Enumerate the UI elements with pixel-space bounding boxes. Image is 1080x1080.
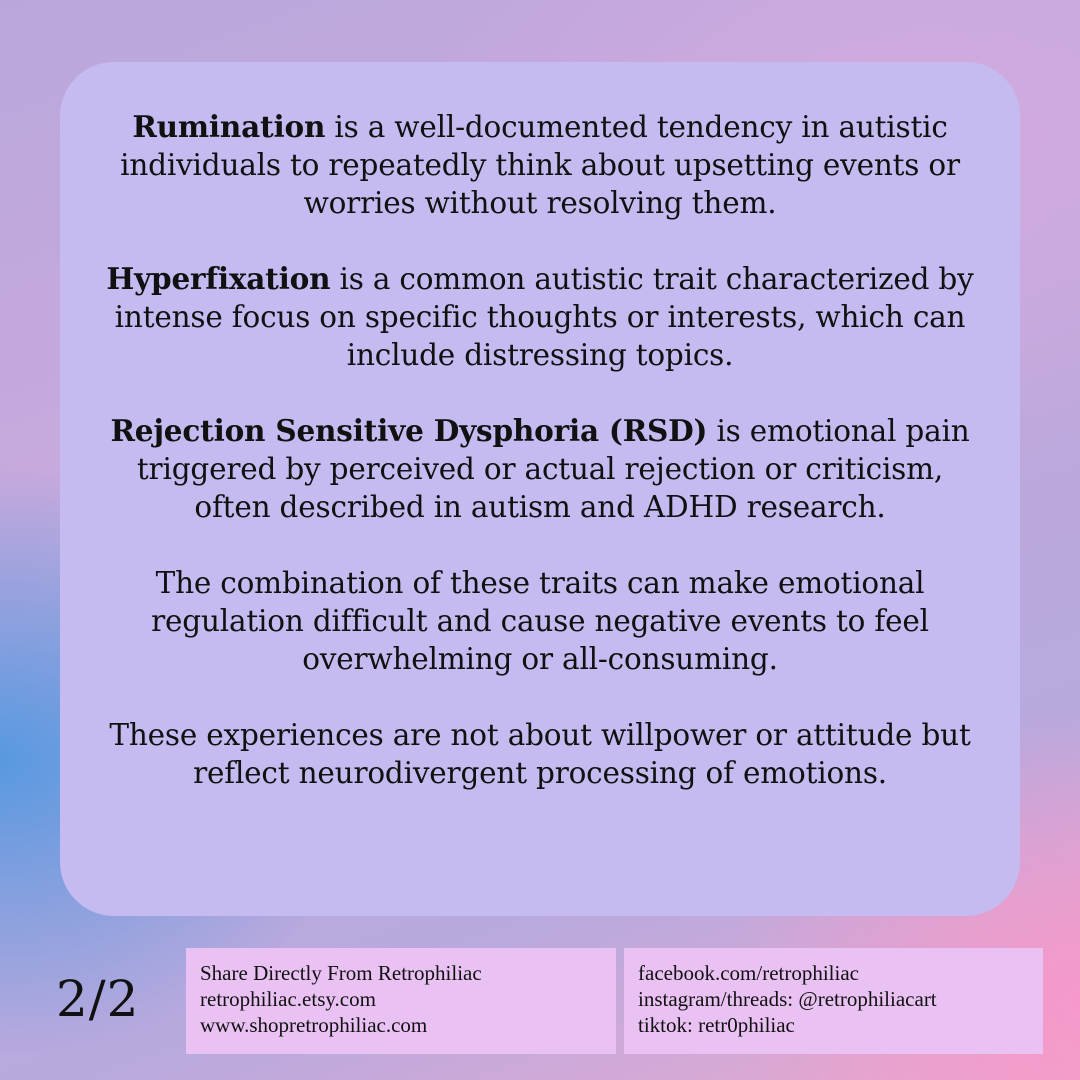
shop-website-link[interactable]: www.shopretrophiliac.com — [200, 1013, 428, 1037]
page-indicator: 2/2 — [56, 970, 140, 1028]
share-heading: Share Directly From Retrophiliac — [200, 961, 482, 985]
instagram-threads-handle[interactable]: instagram/threads: @retrophiliacart — [638, 987, 937, 1011]
term-hyperfixation: Hyperfixation — [106, 261, 331, 296]
term-rsd: Rejection Sensitive Dysphoria (RSD) — [110, 413, 708, 448]
social-info-box — [624, 948, 1043, 1054]
paragraph-combination: The combination of these traits can make emotional regulation difficult and cause negative events to feel overwhelming or all-consuming. — [151, 566, 929, 676]
tiktok-handle[interactable]: tiktok: retr0philiac — [638, 1013, 795, 1037]
definition-rumination: is a well-documented tendency in autistic individuals to repeatedly think about upsetting events or worries without resolving them. — [120, 110, 960, 220]
info-card — [60, 62, 1020, 916]
etsy-link[interactable]: retrophiliac.etsy.com — [200, 987, 376, 1011]
facebook-link[interactable]: facebook.com/retrophiliac — [638, 961, 859, 985]
paragraph-conclusion: These experiences are not about willpower or attitude but reflect neurodivergent processing of emotions. — [109, 718, 971, 790]
term-rumination: Rumination — [132, 109, 326, 144]
paragraph-rsd — [100, 412, 980, 526]
definition-rsd: is emotional pain triggered by perceived or actual rejection or criticism, often described in autism and ADHD research. — [136, 414, 970, 524]
paragraph-rumination — [100, 108, 980, 222]
definition-hyperfixation: is a common autistic trait characterized by intense focus on specific thoughts or interests, which can include distressing topics. — [114, 262, 974, 372]
paragraph-hyperfixation — [100, 260, 980, 374]
share-info-box — [186, 948, 616, 1054]
